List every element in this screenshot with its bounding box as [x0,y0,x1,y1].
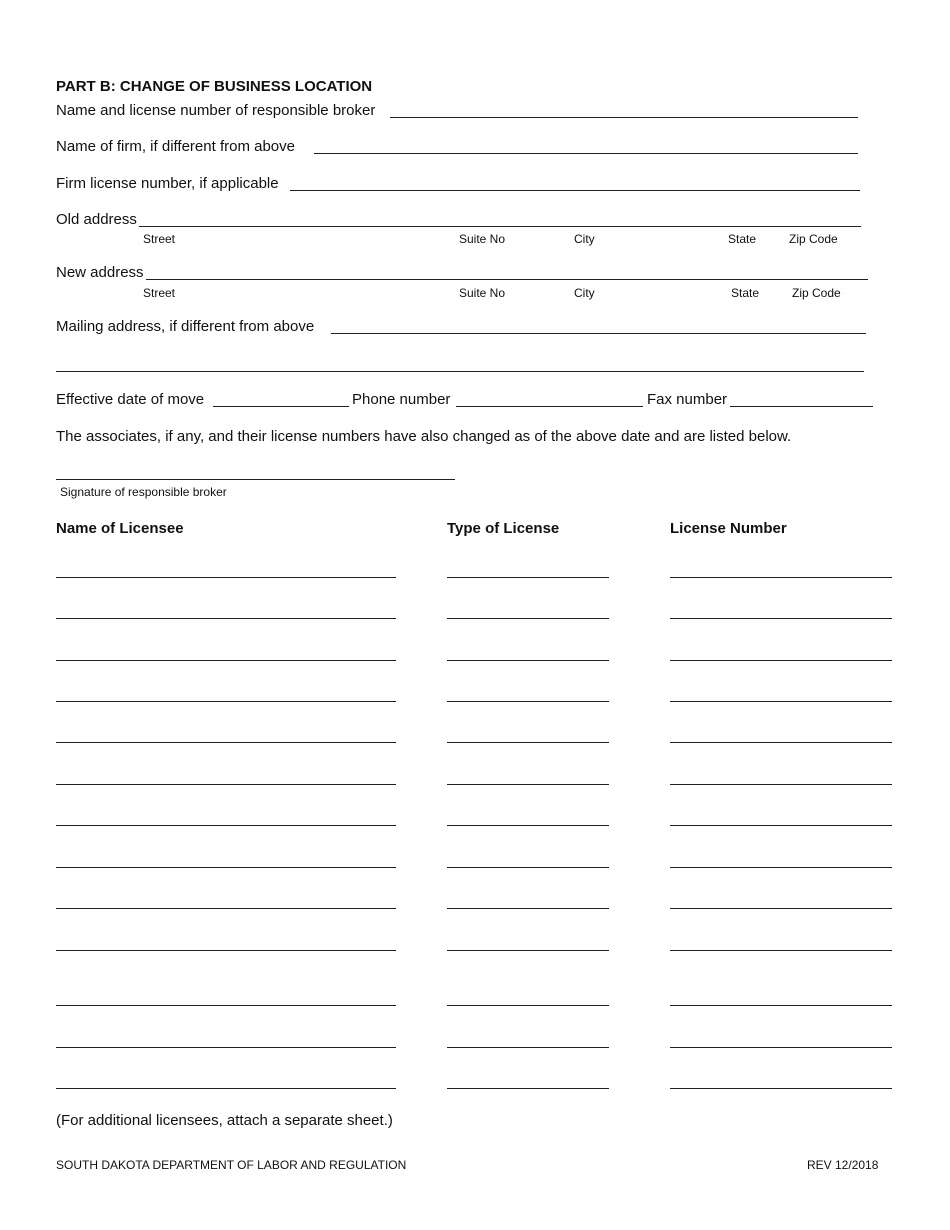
row-type-line[interactable] [447,1088,609,1089]
row-number-line[interactable] [670,908,892,909]
row-name-line[interactable] [56,618,396,619]
row-name-line[interactable] [56,1088,396,1089]
footer-department: SOUTH DAKOTA DEPARTMENT OF LABOR AND REGULATION [56,1158,407,1172]
row-number-line[interactable] [670,742,892,743]
mailing-input-line[interactable] [331,333,866,334]
row-type-line[interactable] [447,742,609,743]
old-address-suite-caption: Suite No [459,232,506,246]
mailing-label: Mailing address, if different from above [56,318,315,335]
row-number-line[interactable] [670,577,892,578]
row-number-line[interactable] [670,950,892,951]
row-name-line[interactable] [56,825,396,826]
col-header-number: License Number [670,520,787,537]
row-name-line[interactable] [56,1047,396,1048]
broker-label: Name and license number of responsible broker [56,102,376,119]
old-address-city-caption: City [574,232,595,246]
row-number-line[interactable] [670,618,892,619]
phone-label: Phone number [352,391,451,408]
row-number-line[interactable] [670,825,892,826]
new-address-zip-caption: Zip Code [792,286,841,300]
old-address-street-caption: Street [143,232,176,246]
row-number-line[interactable] [670,660,892,661]
row-number-line[interactable] [670,784,892,785]
effective-date-input-line[interactable] [213,406,349,407]
row-number-line[interactable] [670,1088,892,1089]
row-number-line[interactable] [670,701,892,702]
row-name-line[interactable] [56,1005,396,1006]
col-header-name: Name of Licensee [56,520,184,537]
signature-caption: Signature of responsible broker [60,485,227,499]
mailing-second-line[interactable] [56,371,864,372]
additional-note: (For additional licensees, attach a separate sheet.) [56,1112,393,1129]
row-number-line[interactable] [670,1047,892,1048]
signature-line[interactable] [56,479,455,480]
old-address-state-caption: State [728,232,757,246]
row-name-line[interactable] [56,784,396,785]
firm-label: Name of firm, if different from above [56,138,295,155]
row-name-line[interactable] [56,867,396,868]
row-type-line[interactable] [447,1047,609,1048]
firm-license-input-line[interactable] [290,190,860,191]
firm-license-label: Firm license number, if applicable [56,175,279,192]
fax-input-line[interactable] [730,406,873,407]
row-type-line[interactable] [447,577,609,578]
row-type-line[interactable] [447,701,609,702]
fax-label: Fax number [647,391,728,408]
old-address-input-line[interactable] [139,226,861,227]
row-name-line[interactable] [56,660,396,661]
row-type-line[interactable] [447,660,609,661]
row-name-line[interactable] [56,742,396,743]
row-type-line[interactable] [447,825,609,826]
row-type-line[interactable] [447,867,609,868]
broker-input-line[interactable] [390,117,858,118]
new-address-input-line[interactable] [146,279,868,280]
new-address-city-caption: City [574,286,595,300]
row-name-line[interactable] [56,950,396,951]
col-header-type: Type of License [447,520,560,537]
new-address-suite-caption: Suite No [459,286,506,300]
associates-text: The associates, if any, and their license numbers have also changed as of the above date and are listed below. [56,428,792,445]
row-name-line[interactable] [56,577,396,578]
row-type-line[interactable] [447,1005,609,1006]
new-address-label: New address [56,264,144,281]
row-type-line[interactable] [447,908,609,909]
row-name-line[interactable] [56,701,396,702]
old-address-zip-caption: Zip Code [789,232,838,246]
form-heading: PART B: CHANGE OF BUSINESS LOCATION [56,78,373,95]
footer-revision: REV 12/2018 [807,1158,879,1172]
row-type-line[interactable] [447,784,609,785]
row-type-line[interactable] [447,950,609,951]
new-address-street-caption: Street [143,286,176,300]
row-number-line[interactable] [670,867,892,868]
new-address-state-caption: State [731,286,760,300]
effective-date-label: Effective date of move [56,391,205,408]
old-address-label: Old address [56,211,137,228]
row-number-line[interactable] [670,1005,892,1006]
phone-input-line[interactable] [456,406,643,407]
row-type-line[interactable] [447,618,609,619]
row-name-line[interactable] [56,908,396,909]
firm-input-line[interactable] [314,153,858,154]
